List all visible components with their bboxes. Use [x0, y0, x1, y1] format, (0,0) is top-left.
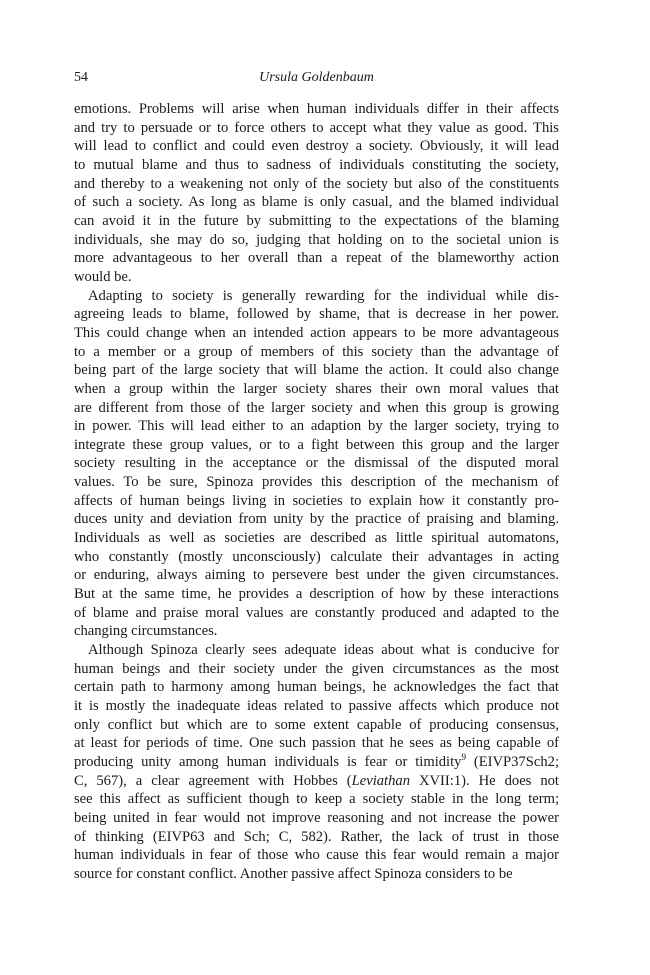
text-line: affects of human beings living in societies to explain how it constantly pro- [74, 492, 559, 509]
text-line: Although Spinoza clearly sees adequate ideas about what is conducive for [88, 642, 559, 659]
text-line: and try to persuade or to force others to accept what they value as good. This [74, 119, 559, 136]
text-run: XVII:1). He does not [410, 772, 559, 789]
text-line: are different from those of the larger society and when this group is growing [74, 399, 559, 416]
text-line: values. To be sure, Spinoza provides this description of the mechanism of [74, 474, 559, 491]
text-run: (EIVP37Sch2; [465, 753, 559, 770]
text-line: source for constant conflict. Another passive affect Spinoza considers to be [74, 865, 513, 882]
text-line: of such a society. As long as blame is only casual, and the blamed individual [74, 194, 559, 211]
text-line: human beings and their society under the given circumstances as the most [74, 660, 559, 677]
text-line: can avoid it in the future by submitting to the expectations of the blaming [74, 212, 559, 229]
text-line: would be. [74, 268, 132, 285]
text-line: or enduring, always aiming to persevere best under the given circumstances. [74, 567, 559, 584]
text-line: emotions. Problems will arise when human individuals differ in their affects [74, 101, 559, 117]
text-line: Individuals as well as societies are described as little spiritual automatons, [74, 530, 559, 547]
text-line: agreeing leads to blame, followed by shame, that is decrease in her power. [74, 306, 559, 323]
text-line: only conflict but which are to some extent capable of producing consensus, [74, 716, 559, 733]
text-line: of thinking (EIVP63 and Sch; C, 582). Rather, the lack of trust in those [74, 828, 559, 845]
body-text [74, 100, 559, 884]
text-line: certain path to harmony among human beings, he acknowledges the fact that [74, 679, 559, 696]
text-run: C, 567), a clear agreement with Hobbes ( [74, 772, 352, 789]
text-line: more advantageous to her overall than a repeat of the blameworthy action [74, 250, 559, 267]
text-line: will lead to conflict and could even destroy a society. Obviously, it will lead [74, 138, 559, 155]
text-line: human individuals in fear of those who cause this fear would remain a major [74, 847, 559, 864]
text-line [74, 772, 559, 791]
text-line: see this affect as sufficient though to keep a society stable in the long term; [74, 791, 559, 808]
running-head [74, 70, 559, 90]
text-line: and thereby to a weakening not only of the society but also of the constituents [74, 175, 559, 192]
text-line: to a member or a group of members of this society than the advantage of [74, 343, 559, 360]
text-line [74, 753, 559, 772]
text-line: who constantly (mostly unconsciously) calculate their advantages in acting [74, 548, 559, 565]
text-line: to mutual blame and thus to sadness of individuals constituting the society, [74, 156, 559, 173]
text-line: Adapting to society is generally rewarding for the individual while dis- [88, 287, 559, 304]
work-title: Leviathan [351, 772, 410, 789]
text-line: it is mostly the inadequate ideas related to passive affects which produce not [74, 698, 559, 714]
paragraph-1 [74, 100, 559, 287]
text-line: duces unity and deviation from unity by the practice of praising and blaming. [74, 511, 559, 528]
text-line: individuals, she may do so, judging that holding on to the societal union is [74, 231, 559, 248]
text-line: at least for periods of time. One such passion that he sees as being capable of [74, 735, 559, 752]
text-line: This could change when an intended action appears to be more advantageous [74, 324, 559, 341]
text-line: society resulting in the acceptance or the dismissal of the disputed moral [74, 455, 559, 472]
text-line: when a group within the larger society shares their own moral values that [74, 380, 559, 397]
paragraph-3 [74, 641, 559, 884]
text-line: being united in fear would not improve reasoning and not increase the power [74, 809, 559, 826]
text-line: of blame and praise moral values are constantly produced and adapted to the [74, 604, 559, 621]
running-head-author: Ursula Goldenbaum [259, 70, 374, 85]
footnote-marker[interactable]: 9 [461, 752, 466, 763]
text-line: in power. This will lead either to an adaption by the larger society, trying to [74, 418, 559, 435]
text-line: But at the same time, he provides a description of how by these interactions [74, 586, 559, 603]
paragraph-2 [74, 287, 559, 641]
text-line: changing circumstances. [74, 623, 218, 640]
text-line: being part of the large society that will blame the action. It could also change [74, 362, 559, 379]
page-number: 54 [74, 70, 88, 85]
text-run: producing unity among human individuals is fear or timidity [74, 753, 462, 770]
text-line: integrate these group values, or to a fight between this group and the larger [74, 436, 559, 453]
